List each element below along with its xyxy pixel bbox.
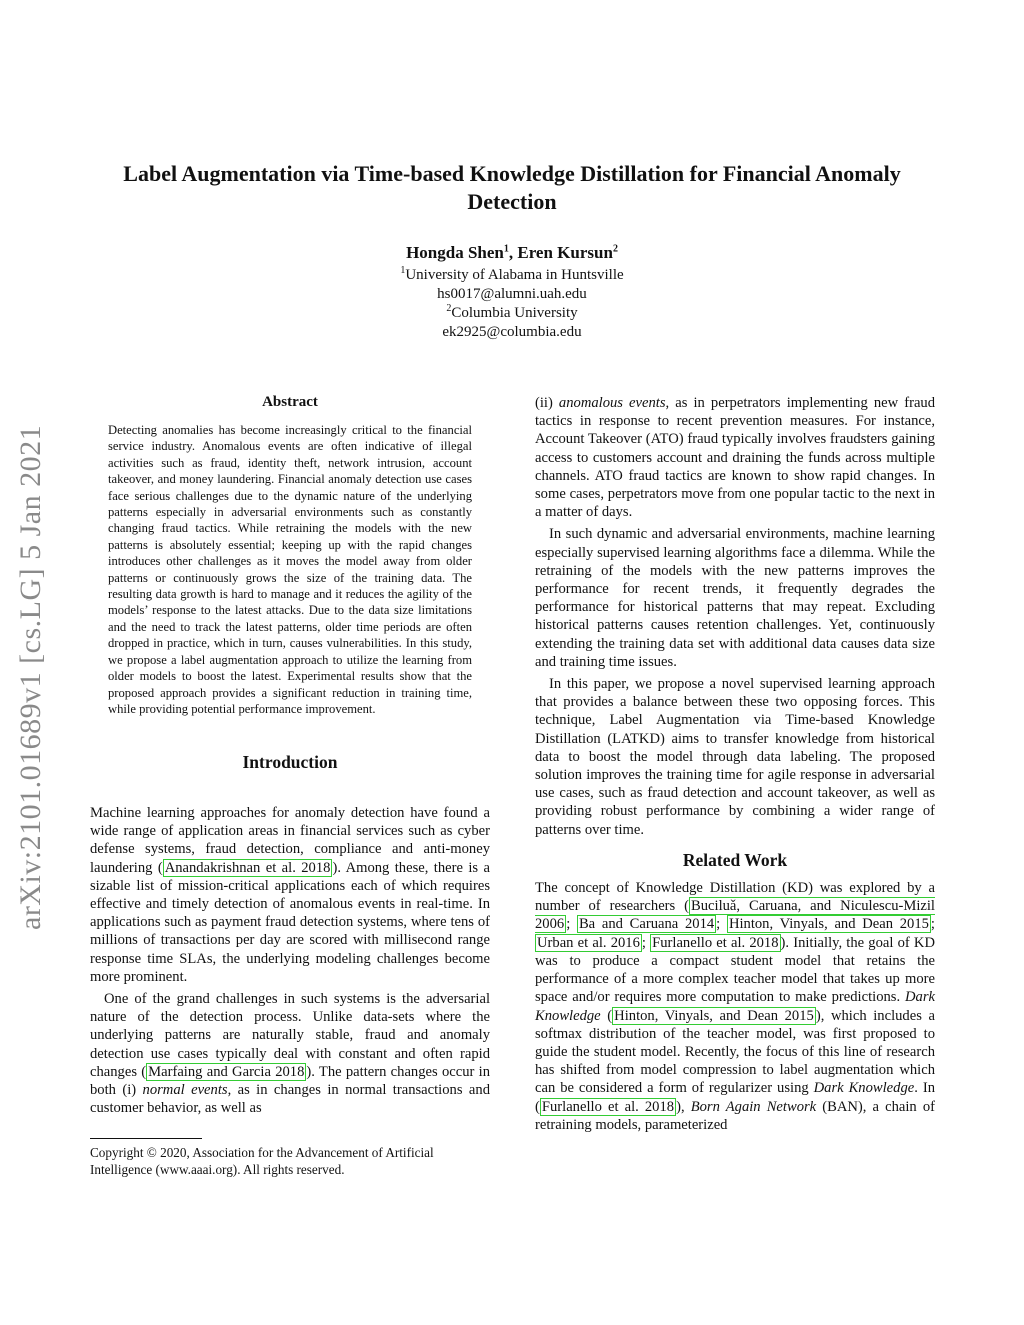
footnote-rule <box>90 1138 202 1139</box>
email-1: hs0017@alumni.uah.edu <box>437 286 587 302</box>
rw-emphasis-3: Born Again Network <box>690 1098 817 1115</box>
citation-link[interactable]: Marfaing and Garcia 2018 <box>148 1063 305 1080</box>
intro-paragraph-2 <box>90 990 490 1117</box>
intro-p1-text-a: Machine learning approaches for anomaly detection have found a wide range of application areas in financial services such as cyber defense systems, fraud detection, compliance and anti-money laundering ( <box>90 805 490 876</box>
author-1-name: Hongda Shen <box>406 243 504 262</box>
intro-p2-emphasis: normal events <box>142 1082 228 1099</box>
author-sep: , <box>508 243 518 262</box>
related-work-heading: Related Work <box>682 849 788 870</box>
affil-2-sup: 2 <box>446 303 452 314</box>
author-1-sup: 1 <box>503 243 509 255</box>
related-work-paragraph <box>535 879 935 1134</box>
citation-link[interactable]: Hinton, Vinyals, and Dean 2015 <box>728 916 929 933</box>
abstract-text: Detecting anomalies has become increasingly critical to the financial service industry. Anomalous events are often indicative of illegal activities such as fraud, identity theft, network intrusion, account takeover, and money laundering. Financial anomaly detection use cases face serious challenges due to the dynamic nature of the underlying patterns especially in adversarial environments such as constantly changing fraud tactics. While retraining the models with the new patterns is absolutely essential; keeping up with the rapid changes introduces other challenges as it moves the model away from older patterns or continuously grows the size of the training data. The resulting data growth is hard to manage and it reduces the agility of the models’ response to the latest attacks. Due to the data size limitations and the need to track the latest patterns, older time periods are often dropped in practice, which in turn, causes vulnerabilities. In this study, we propose a label augmentation approach to utilize the learning from older models to boost the latest. Experimental results show that the proposed approach provides a significant reduction in training time, while providing potential performance improvement. <box>108 423 472 716</box>
arxiv-stamp: arXiv:2101.01689v1 [cs.LG] 5 Jan 2021 <box>14 424 47 930</box>
intro-heading: Introduction <box>242 752 338 772</box>
affil-1-sup: 1 <box>400 265 406 276</box>
abstract-heading: Abstract <box>262 394 318 410</box>
affil-2: Columbia University <box>451 305 578 321</box>
intro-paragraph-1 <box>90 804 490 986</box>
right-p1-text-a: (ii) <box>535 395 559 411</box>
intro-body <box>90 804 490 1117</box>
citation-link[interactable]: Furlanello et al. 2018 <box>652 934 779 951</box>
rw-emphasis-1: Dark Knowledge <box>535 989 935 1024</box>
author-2-name: Eren Kursun <box>517 243 613 262</box>
rw-sep-2: ; <box>716 916 727 933</box>
right-p1-text-b: , as in perpetrators implementing new fraud tactics in response to recent prevention measures. For instance, Account Takeover (ATO) fraud typically involves fraudsters gaining access to customers account and draining the funds across multiple channels. ATO fraud tactics are known to show rapid changes. In some cases, perpetrators move from one popular tactic to the next in a matter of days. <box>535 395 936 521</box>
rw-text-f: . In ( <box>535 1080 935 1115</box>
rw-text-a: The concept of Knowledge Distillation (KD) was explored by a number of researchers ( <box>535 880 935 915</box>
citation-link[interactable]: Furlanello et al. 2018 <box>541 1098 675 1115</box>
intro-p2-text-b: ). The pattern changes occur in both (i) <box>90 1063 490 1099</box>
right-paragraph-3: In this paper, we propose a novel supervised learning approach that provides a balance between these two opposing forces. This technique, Label Augmentation via Time-based Knowledge Distillation (LATKD) aims to transfer knowledge from historical data to boost the model through data labeling. The proposed solution improves the training time for agile response in adversarial use cases, such as fraud detection and account takeover, as well as providing robust performance by combining a wider range of patterns over time. <box>535 676 935 838</box>
copyright-notice: Copyright © 2020, Association for the Advancement of Artificial Intelligence (www.aaai.org). All rights reserved. <box>90 1145 434 1177</box>
rw-text-d: ( <box>600 1007 613 1024</box>
right-paragraph-2: In such dynamic and adversarial environments, machine learning especially supervised learning algorithms face a dilemma. While the retraining of the models with the new patterns improves the performance for recent trends, it frequently degrades the performance for historical patterns that may repeat. Excluding historical patterns causes retention challenges. Yet, continuously extending the training data set with additional data causes data size and training time issues. <box>535 526 935 670</box>
rw-emphasis-2: Dark Knowledge <box>813 1080 915 1097</box>
citation-link[interactable]: Hinton, Vinyals, and Dean 2015 <box>614 1007 814 1024</box>
rw-text-g: ), <box>676 1098 691 1115</box>
rw-text-h: (BAN), a chain of retraining models, parameterized <box>535 1098 935 1133</box>
intro-p1-text-b: ). Among these, there is a sizable list of mission-critical applications each of which requires effective and timely detection of anomalous events in real-time. In applications such as payment fraud detection systems, where tens of millions of transactions per day are scored with millisecond range response time SLAs, the underlying modeling challenges become more prominent. <box>90 859 490 985</box>
email-2: ek2925@columbia.edu <box>442 324 582 340</box>
right-column <box>535 394 935 1134</box>
right-paragraph-1 <box>535 394 935 521</box>
authors <box>112 242 912 264</box>
rw-sep-4: ; <box>641 934 651 951</box>
intro-p2-text-c: , as in changes in normal transactions and customer behavior, as well as <box>90 1082 490 1117</box>
rw-text-e: ), which includes a softmax distribution of the teacher model, was first proposed to guide the student model. Recently, the focus of this line of research has shifted from model compression to label augmentation which can be considered a form of regularizer using <box>535 1007 935 1097</box>
intro-p2-text-a: One of the grand challenges in such systems is the adversarial nature of the detection process. Unlike data-sets where the underlying patterns are naturally stable, fraud and anomaly detection use cases typically deal with constant and often rapid changes ( <box>90 991 490 1080</box>
citation-link[interactable]: Buciluǎ, Caruana, and Niculescu-Mizil 2006 <box>535 898 935 933</box>
citation-link[interactable]: Anandakrishnan et al. 2018 <box>164 859 331 876</box>
citation-link[interactable]: Ba and Caruana 2014 <box>578 916 715 933</box>
rw-sep-1: ; <box>566 916 577 933</box>
citation-link[interactable]: Urban et al. 2016 <box>537 934 640 951</box>
affiliations <box>112 266 912 342</box>
author-2-sup: 2 <box>612 243 618 255</box>
affil-1: University of Alabama in Huntsville <box>405 267 624 283</box>
right-p1-emphasis: anomalous events <box>558 395 666 411</box>
rw-sep-3: ; <box>930 916 935 933</box>
rw-text-b: ). Initially, the goal of KD was to produce a compact student model that retains the performance of a more complex teacher model that takes up more space and/or requires more computation to make predictions. <box>535 934 935 1006</box>
paper-title: Label Augmentation via Time-based Knowledge Distillation for Financial Anomaly Detection <box>123 161 901 214</box>
